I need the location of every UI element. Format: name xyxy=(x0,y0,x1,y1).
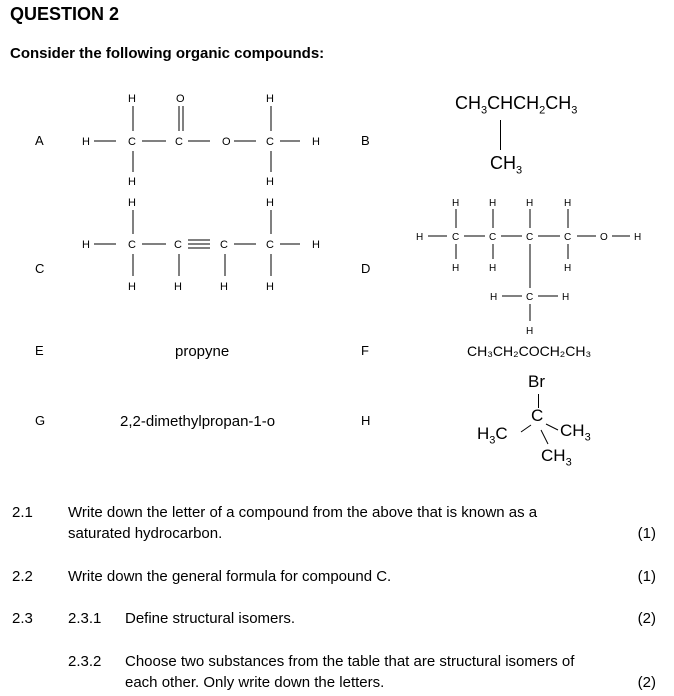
svg-text:H: H xyxy=(266,93,274,105)
compound-h-top-atom: Br xyxy=(528,372,545,391)
question-intro: Consider the following organic compounds: xyxy=(10,45,325,62)
compound-letter-c: C xyxy=(35,261,45,276)
question-2-3-2-text-line-2: each other. Only write down the letters. xyxy=(125,674,385,691)
svg-text:C: C xyxy=(128,136,136,148)
svg-text:H: H xyxy=(490,292,498,303)
compound-h-center-atom: C xyxy=(531,406,544,425)
compound-c-structure xyxy=(70,190,340,300)
question-2-3-2-marks: (2) xyxy=(637,674,656,691)
compound-letter-h: H xyxy=(361,413,371,428)
question-2-1-text-line-2: saturated hydrocarbon. xyxy=(68,525,223,542)
compound-g-name: 2,2-dimethylpropan-1-o xyxy=(120,413,276,430)
svg-text:O: O xyxy=(600,232,608,243)
svg-text:H: H xyxy=(220,281,228,293)
question-2-1-marks: (1) xyxy=(637,525,656,542)
question-title: QUESTION 2 xyxy=(10,4,120,24)
question-2-3-2-text-line-1: Choose two substances from the table that are structural isomers of xyxy=(125,653,575,670)
svg-text:H: H xyxy=(128,197,136,209)
svg-text:C: C xyxy=(175,136,183,148)
svg-text:C: C xyxy=(128,239,136,251)
question-2-2-marks: (1) xyxy=(637,568,656,585)
svg-text:H: H xyxy=(562,292,570,303)
question-2-3-2-number: 2.3.2 xyxy=(68,653,102,670)
compound-letter-b: B xyxy=(361,133,370,148)
question-2-3-1-number: 2.3.1 xyxy=(68,610,102,627)
svg-text:H: H xyxy=(174,281,182,293)
svg-text:H: H xyxy=(128,176,136,188)
svg-text:C: C xyxy=(489,232,497,243)
svg-text:H: H xyxy=(82,136,90,148)
svg-text:H: H xyxy=(564,198,572,209)
question-2-3-number: 2.3 xyxy=(12,610,33,627)
svg-text:H: H xyxy=(526,198,534,209)
svg-text:H: H xyxy=(128,93,136,105)
svg-text:C: C xyxy=(526,292,534,303)
compound-b-main-chain-text: $CH_3CHCH_2CH_3$ xyxy=(455,93,578,117)
compound-a-structure xyxy=(70,88,340,193)
svg-text:O: O xyxy=(176,93,185,105)
svg-text:C: C xyxy=(526,232,534,243)
svg-text:H: H xyxy=(452,263,460,274)
svg-text:C: C xyxy=(266,239,274,251)
svg-text:H: H xyxy=(266,176,274,188)
svg-text:C: C xyxy=(452,232,460,243)
svg-text:H: H xyxy=(128,281,136,293)
svg-text:H: H xyxy=(489,198,497,209)
svg-text:H: H xyxy=(82,239,90,251)
compound-letter-e: E xyxy=(35,343,44,358)
svg-text:H: H xyxy=(526,326,534,337)
compound-h-left-group: $H_3C$ xyxy=(477,424,508,447)
compound-b-branch: $CH_3$ xyxy=(490,153,523,177)
svg-text:C: C xyxy=(266,136,274,148)
question-2-1-number: 2.1 xyxy=(12,504,33,521)
compound-d-structure xyxy=(412,193,662,338)
compound-h-bonds xyxy=(510,410,570,450)
compound-letter-d: D xyxy=(361,261,371,276)
compound-letter-a: A xyxy=(35,133,44,148)
svg-text:H: H xyxy=(489,263,497,274)
svg-text:H: H xyxy=(634,232,642,243)
svg-text:H: H xyxy=(564,263,572,274)
svg-text:H: H xyxy=(312,136,320,148)
compound-h-right-group: $CH_3$ xyxy=(560,421,591,444)
svg-text:H: H xyxy=(416,232,424,243)
svg-text:C: C xyxy=(220,239,228,251)
compound-letter-g: G xyxy=(35,413,46,428)
svg-text:H: H xyxy=(452,198,460,209)
compound-letter-f: F xyxy=(361,343,369,358)
question-2-2-text: Write down the general formula for compound C. xyxy=(68,568,392,585)
compound-e-name: propyne xyxy=(175,343,230,360)
svg-text:H: H xyxy=(312,239,320,251)
svg-text:O: O xyxy=(222,136,231,148)
compound-b-branch-bond xyxy=(500,120,501,150)
question-2-3-1-marks: (2) xyxy=(637,610,656,627)
compound-f-formula: CH₃CH₂COCH₂CH₃ xyxy=(467,343,592,359)
svg-text:C: C xyxy=(564,232,572,243)
question-2-1-text-line-1: Write down the letter of a compound from the above that is known as a xyxy=(68,504,538,521)
compound-h-bottom-group: $CH_3$ xyxy=(541,446,572,469)
question-2-2-number: 2.2 xyxy=(12,568,33,585)
svg-text:H: H xyxy=(266,281,274,293)
compound-b-main-chain xyxy=(455,93,577,117)
svg-text:C: C xyxy=(174,239,182,251)
svg-text:H: H xyxy=(266,197,274,209)
question-2-3-1-text: Define structural isomers. xyxy=(125,610,296,627)
